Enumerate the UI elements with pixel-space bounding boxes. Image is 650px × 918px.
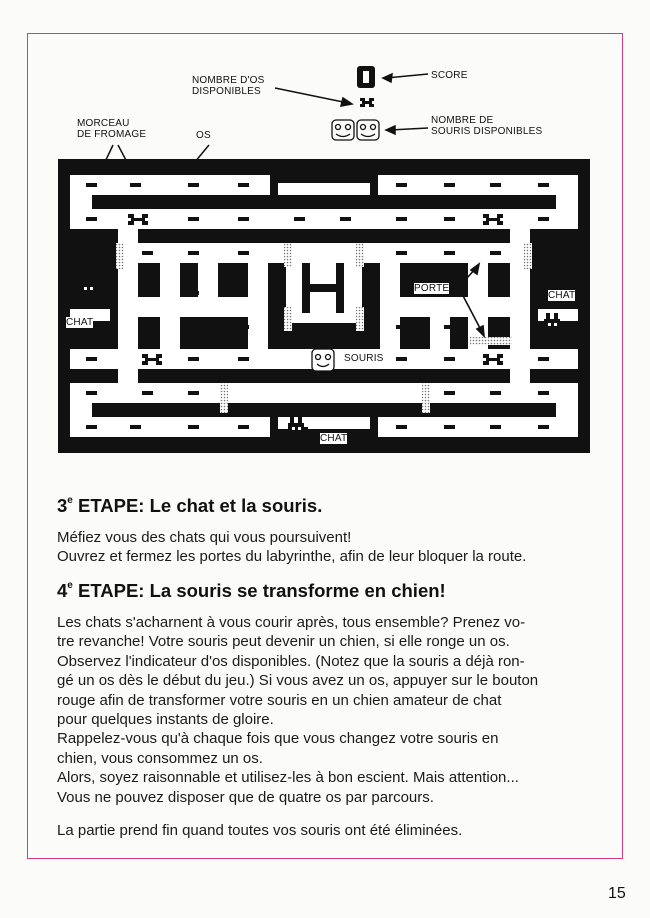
section-3-heading: 3e ETAPE: Le chat et la souris. [57,494,323,516]
text-line: Observez l'indicateur d'os disponibles. (Notez que la souris a déjà ron- [57,652,525,670]
text-line: pour quelques instants de gloire. [57,711,274,729]
mice-available-label: NOMBRE DE SOURIS DISPONIBLES [431,115,543,137]
mouse-label: SOURIS [344,353,384,364]
text-line: Méfiez vous des chats qui vous poursuivent! [57,529,352,546]
text-line: Vous ne pouvez disposer que de quatre os par parcours. [57,788,434,806]
text-line: Rappelez-vous qu'à chaque fois que vous changez votre souris en [57,730,499,748]
score-icon [357,66,375,88]
door-label: PORTE [414,283,450,294]
page-number: 15 [608,885,626,902]
text-line: Les chats s'acharnent à vous courir après, tous ensemble? Prenez vo- [57,614,526,631]
section-4-text [57,613,597,807]
final-note: La partie prend fin quand toutes vos souris ont été éliminées. [57,822,463,839]
text-line: Ouvrez et fermez les portes du labyrinthe, afin de leur bloquer la route. [57,548,527,566]
legend-graphics [0,0,650,170]
maze-svg [58,159,590,453]
cheese-label: MORCEAU DE FROMAGE [77,118,147,140]
maze [58,159,590,453]
text-line: Alors, soyez raisonnable et utilisez-les à bon escient. Mais attention... [57,769,519,787]
score-label: SCORE [431,70,468,81]
mouse-counter-icon [332,120,379,140]
text-line: rouge afin de transformer votre souris en un chien amateur de chat [57,691,502,709]
bone-label: OS [196,130,211,141]
text-line: gé un os dès le début du jeu.) Si vous avez un os, appuyer sur le bouton [57,672,539,690]
legend-arrows [94,74,428,170]
section-3-text [57,528,597,567]
section-4-heading: 4e ETAPE: La souris se transforme en chien! [57,579,446,601]
bone-counter-icon [360,98,374,107]
mouse-icon [312,349,334,371]
text-line: tre revanche! Votre souris peut devenir un chien, si elle ronge un os. [57,633,510,651]
cat-label-right: CHAT [548,290,576,301]
cat-label-bottom: CHAT [320,433,348,444]
text-line: chien, vous consommez un os. [57,749,263,767]
cat-label-left: CHAT [66,317,94,328]
bones-available-label: NOMBRE D'OS DISPONIBLES [192,75,265,97]
